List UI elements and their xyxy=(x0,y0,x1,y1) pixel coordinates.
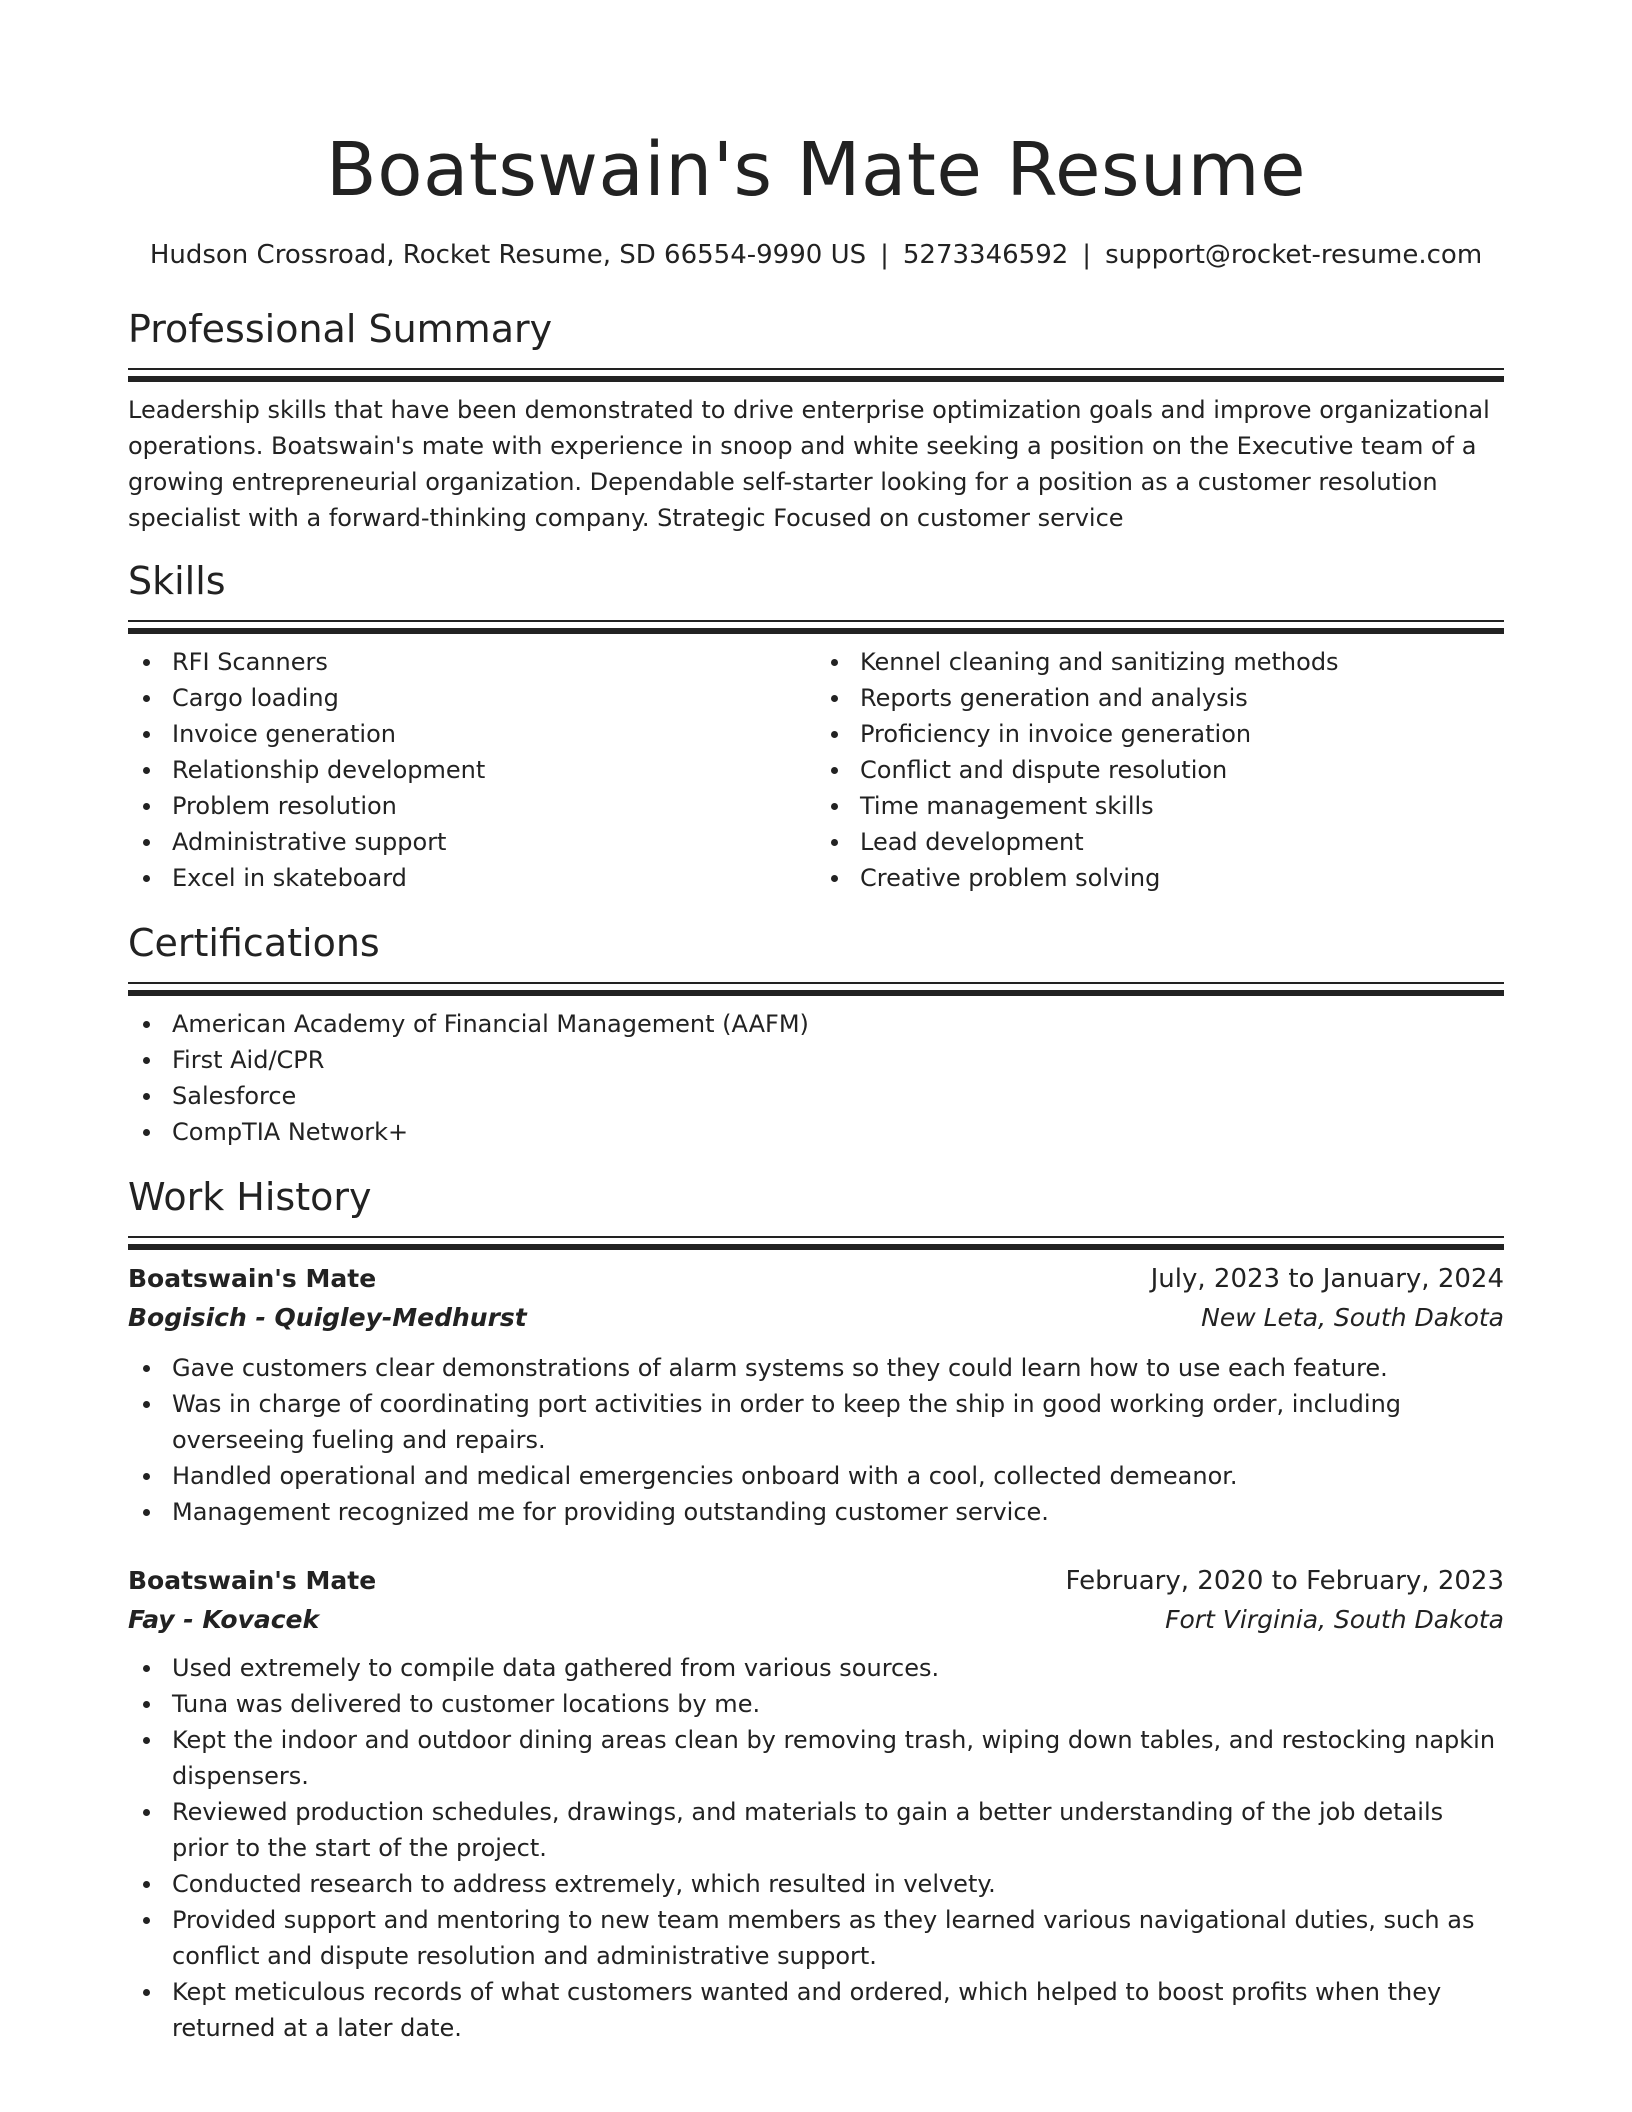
job-location: Fort Virginia, South Dakota xyxy=(1165,1605,1504,1634)
skill-item: Relationship development xyxy=(172,752,816,788)
job-duty-item: Kept meticulous records of what customers wanted and ordered, which helped to boost profits when they returned at a later date. xyxy=(172,1974,1504,2046)
section-divider xyxy=(128,620,1504,622)
job-dates: July, 2023 to January, 2024 xyxy=(1150,1264,1504,1294)
contact-phone: 5273346592 xyxy=(902,240,1069,270)
section-divider xyxy=(128,1236,1504,1238)
job-title: Boatswain's Mate xyxy=(128,1566,377,1595)
skill-item: RFI Scanners xyxy=(172,644,816,680)
job-dates: February, 2020 to February, 2023 xyxy=(1065,1566,1504,1596)
job-duties-list xyxy=(128,1350,1504,1530)
job-duty-item: Used extremely to compile data gathered from various sources. xyxy=(172,1650,1504,1686)
job-header-row xyxy=(128,1260,1504,1298)
skills-list-left xyxy=(128,644,816,896)
resume-title: Boatswain's Mate Resume xyxy=(325,127,1307,213)
skill-item: Proficiency in invoice generation xyxy=(860,716,1504,752)
job-duty-item: Kept the indoor and outdoor dining areas clean by removing trash, wiping down tables, and restocking napkin dispensers. xyxy=(172,1722,1504,1794)
skill-item: Reports generation and analysis xyxy=(860,680,1504,716)
certification-item: American Academy of Financial Management (AAFM) xyxy=(172,1006,1504,1042)
job-duty-item: Tuna was delivered to customer locations by me. xyxy=(172,1686,1504,1722)
skills-list-right xyxy=(816,644,1504,896)
skill-item: Kennel cleaning and sanitizing methods xyxy=(860,644,1504,680)
job-entry xyxy=(128,1562,1504,2046)
contact-line xyxy=(128,238,1504,272)
job-header-row xyxy=(128,1562,1504,1600)
job-location: New Leta, South Dakota xyxy=(1201,1303,1504,1332)
job-company-row xyxy=(128,1600,1504,1640)
job-duty-item: Provided support and mentoring to new team members as they learned various navigational duties, such as conflict and dispute resolution and administrative support. xyxy=(172,1902,1504,1974)
work-history-heading: Work History xyxy=(128,1175,372,1219)
certifications-heading: Certifications xyxy=(128,921,380,965)
job-title: Boatswain's Mate xyxy=(128,1264,377,1293)
job-duty-item: Reviewed production schedules, drawings, and materials to gain a better understanding of the job details prior to the start of the project. xyxy=(172,1794,1504,1866)
skill-item: Excel in skateboard xyxy=(172,860,816,896)
summary-heading: Professional Summary xyxy=(128,307,553,351)
certification-item: Salesforce xyxy=(172,1078,1504,1114)
skills-heading: Skills xyxy=(128,559,226,603)
skill-item: Problem resolution xyxy=(172,788,816,824)
skills-grid xyxy=(128,644,1504,896)
skill-item: Creative problem solving xyxy=(860,860,1504,896)
skill-item: Invoice generation xyxy=(172,716,816,752)
job-duty-item: Gave customers clear demonstrations of alarm systems so they could learn how to use each feature. xyxy=(172,1350,1504,1386)
work-history-section xyxy=(128,1172,1504,2046)
contact-separator: | xyxy=(1082,240,1092,270)
job-duty-item: Management recognized me for providing outstanding customer service. xyxy=(172,1494,1504,1530)
certification-item: CompTIA Network+ xyxy=(172,1114,1504,1150)
summary-section xyxy=(128,304,1504,536)
section-divider xyxy=(128,982,1504,984)
summary-text: Leadership skills that have been demonstrated to drive enterprise optimization goals and improve organizational operations. Boatswain's mate with experience in snoop and white seeking a position on the Executive team of a growing entrepreneurial organization. Dependable self-starter looking for a position as a customer resolution specialist with a forward-thinking company. Strategic Focused on customer service xyxy=(128,396,1490,532)
skill-item: Conflict and dispute resolution xyxy=(860,752,1504,788)
job-duty-item: Handled operational and medical emergencies onboard with a cool, collected demeanor. xyxy=(172,1458,1504,1494)
certification-item: First Aid/CPR xyxy=(172,1042,1504,1078)
certifications-section xyxy=(128,918,1504,1150)
job-company: Fay - Kovacek xyxy=(128,1605,320,1634)
job-entry xyxy=(128,1260,1504,1530)
contact-address: Hudson Crossroad, Rocket Resume, SD 66554-9990 US xyxy=(149,240,867,270)
contact-email: support@rocket-resume.com xyxy=(1105,240,1483,270)
job-duties-list xyxy=(128,1650,1504,2046)
skill-item: Cargo loading xyxy=(172,680,816,716)
certifications-list xyxy=(128,1006,1504,1150)
job-duty-item: Conducted research to address extremely, which resulted in velvety. xyxy=(172,1866,1504,1902)
section-divider xyxy=(128,368,1504,370)
skill-item: Time management skills xyxy=(860,788,1504,824)
skill-item: Administrative support xyxy=(172,824,816,860)
skill-item: Lead development xyxy=(860,824,1504,860)
job-duty-item: Was in charge of coordinating port activities in order to keep the ship in good working order, including overseeing fueling and repairs. xyxy=(172,1386,1504,1458)
job-company-row xyxy=(128,1298,1504,1338)
contact-separator: | xyxy=(880,240,889,270)
skills-section xyxy=(128,556,1504,896)
job-company: Bogisich - Quigley-Medhurst xyxy=(128,1303,527,1332)
